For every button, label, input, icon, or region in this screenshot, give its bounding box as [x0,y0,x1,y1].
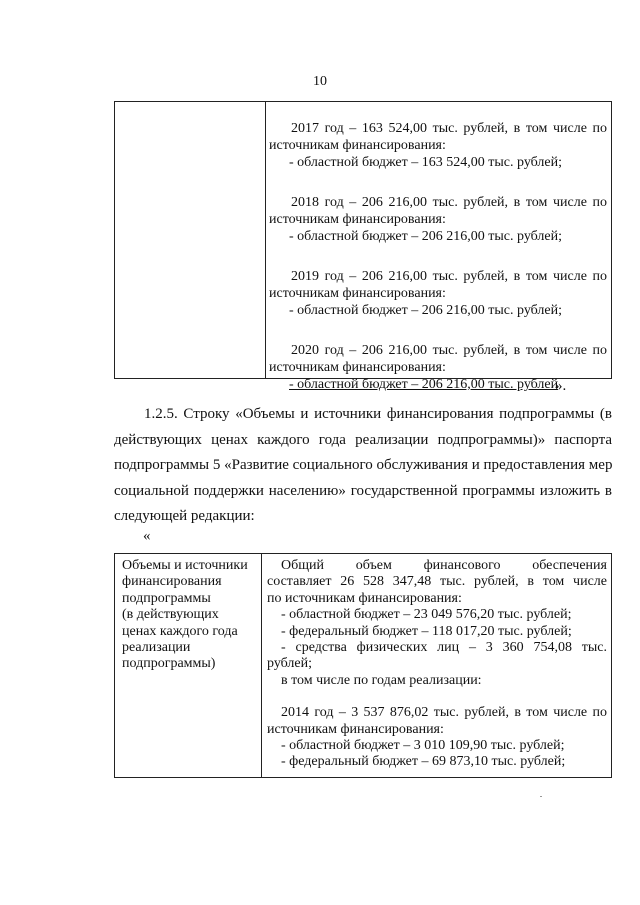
scan-speck [540,796,542,797]
total-funding-line: Общий объем финансового обеспечения [281,558,607,573]
sources-label: по источникам финансирования: [267,590,462,606]
paragraph-line: действующих ценах каждого года реализации подпрограммы)» паспорта [114,431,612,448]
opening-quote: « [143,528,151,544]
row-label-cell [122,558,258,673]
year-block-2018 [269,194,607,245]
row-label-line: подпрограммы) [122,656,216,672]
year-regional-budget: - областной бюджет – 206 216,00 тыс. рублей [289,377,559,392]
federal-budget-total: - федеральный бюджет – 118 017,20 тыс. рублей; [281,623,572,639]
row-label-line: финансирования [122,574,222,590]
year-block-2017 [269,120,607,171]
year-sources-label: источникам финансирования: [269,286,446,301]
year-head: 2017 год – 163 524,00 тыс. рублей, в том числе по [291,121,607,136]
year-sources-label: источникам финансирования: [269,360,446,375]
year-head: 2020 год – 206 216,00 тыс. рублей, в том числе по [291,343,607,358]
year-regional-budget: - областной бюджет – 163 524,00 тыс. рублей; [289,155,562,170]
year-2014-regional-budget: - областной бюджет – 3 010 109,90 тыс. рублей; [281,738,565,754]
year-2014-federal-budget: - федеральный бюджет – 69 873,10 тыс. рублей; [281,754,566,770]
year-2014-sources-label: источникам финансирования: [267,721,444,737]
year-head: 2019 год – 206 216,00 тыс. рублей, в том числе по [291,269,607,284]
year-sources-label: источникам финансирования: [269,138,446,153]
paragraph-line: 1.2.5. Строку «Объемы и источники финансирования подпрограммы (в [144,406,612,422]
row-label-line: (в действующих [122,607,219,623]
year-regional-budget: - областной бюджет – 206 216,00 тыс. рублей; [289,303,562,318]
paragraph-line: следующей редакции: [114,508,255,524]
row-label-line: Объемы и источники [122,558,248,573]
individuals-funds-total: - средства физических лиц – 3 360 754,08 тыс. [281,640,607,656]
regional-budget-total: - областной бюджет – 23 049 576,20 тыс. рублей; [281,607,572,623]
funding-table-new-edition [114,553,612,778]
individuals-funds-continuation: рублей; [267,656,312,672]
page-number: 10 [313,74,327,89]
row-label-line: подпрограммы [122,590,211,606]
paragraph-line: подпрограммы 5 «Развитие социального обслуживания и предоставления мер [114,457,613,473]
row-label-line: ценах каждого года [122,623,238,639]
funding-details-cell [267,558,607,771]
year-2014-head: 2014 год – 3 537 876,02 тыс. рублей, в том числе по [281,705,607,721]
funding-table-continuation [114,101,612,392]
year-head: 2018 год – 206 216,00 тыс. рублей, в том числе по [291,195,607,210]
total-funding-amount: составляет 26 528 347,48 тыс. рублей, в том числе [267,574,607,590]
amendment-paragraph [114,402,612,530]
column-divider [261,554,262,777]
paragraph-line: социальной поддержки населению» государственной программы изложить в [114,482,612,499]
funding-years-cell [269,120,607,393]
closing-quote: ». [555,378,567,394]
year-sources-label: источникам финансирования: [269,212,446,227]
by-years-label: в том числе по годам реализации: [281,672,482,688]
year-regional-budget: - областной бюджет – 206 216,00 тыс. рублей; [289,229,562,244]
year-block-2019 [269,268,607,319]
row-label-line: реализации [122,640,191,656]
column-divider [265,102,266,378]
